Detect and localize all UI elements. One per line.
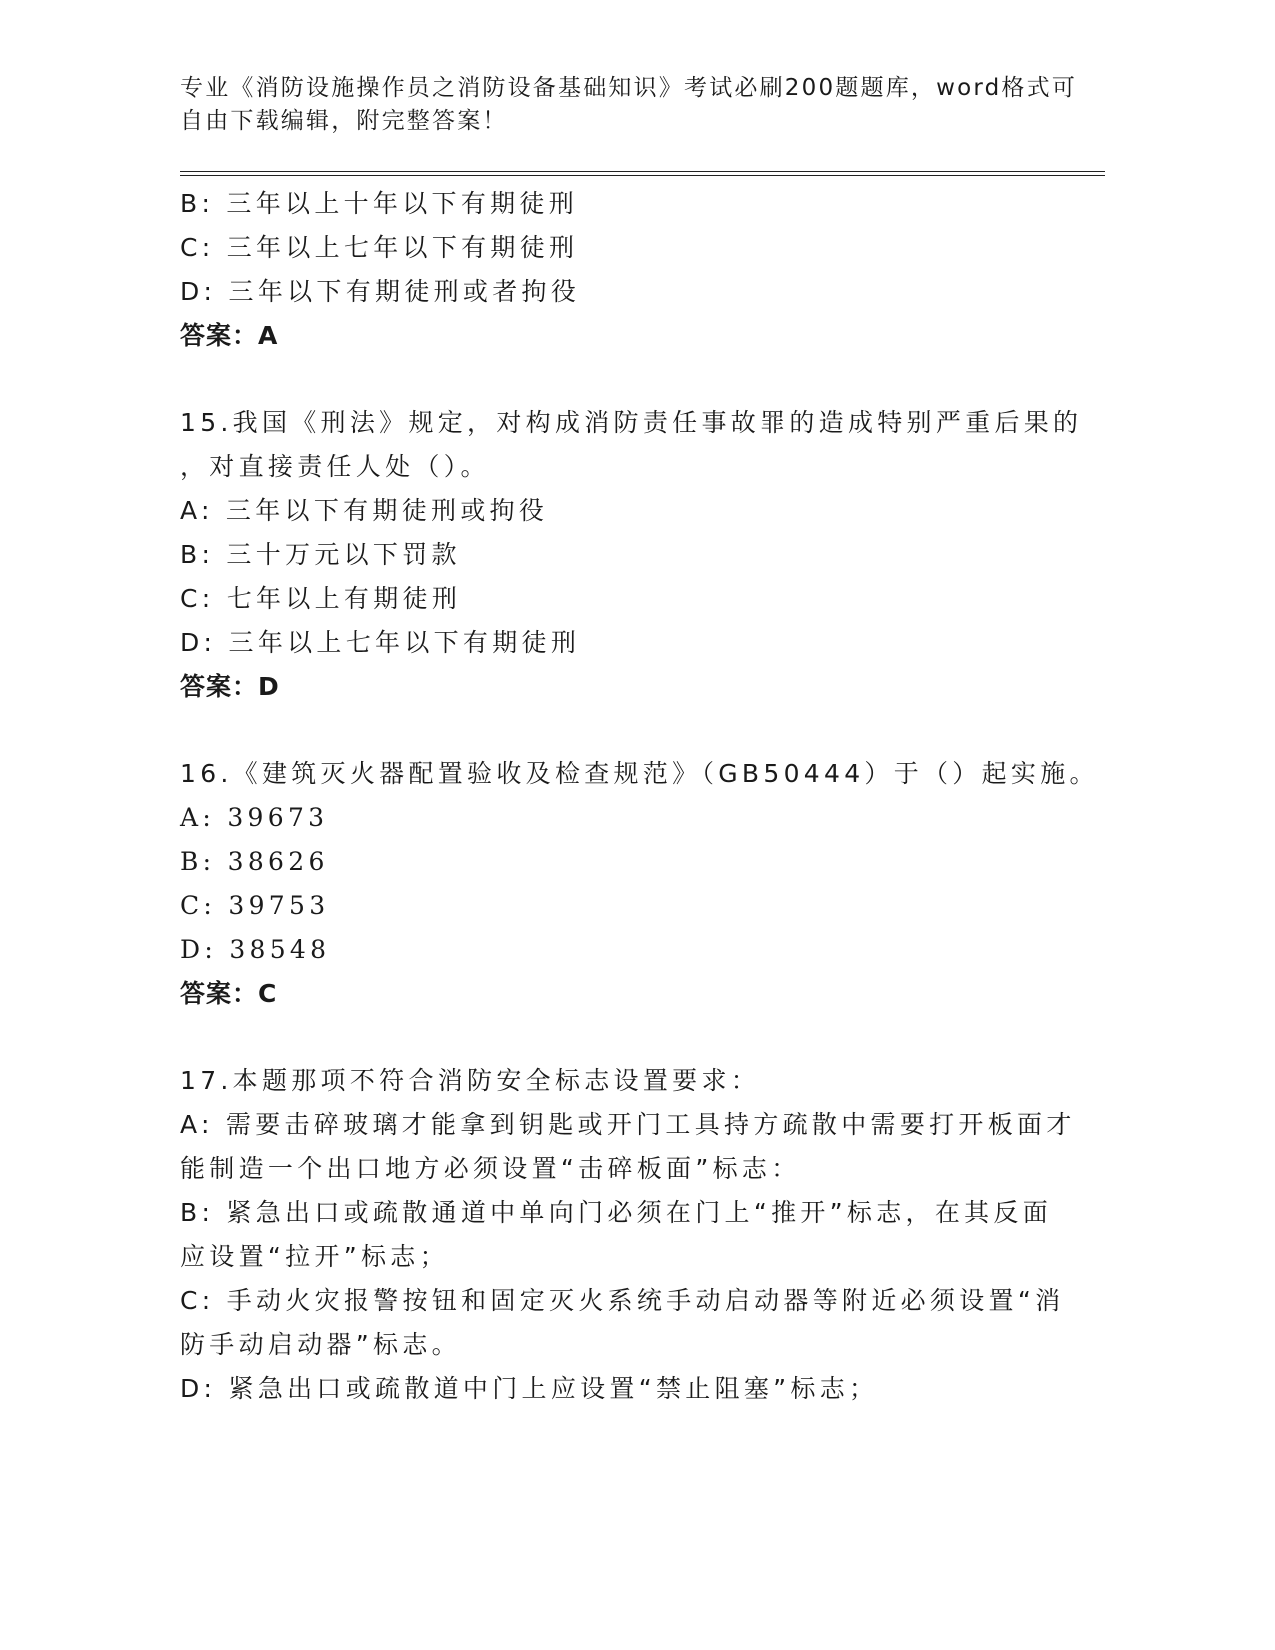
option-a: A: 需要击碎玻璃才能拿到钥匙或开门工具持方疏散中需要打开板面才 xyxy=(180,1110,1076,1139)
option-c: C: 39753 xyxy=(180,891,330,920)
spacer xyxy=(180,358,1080,401)
question-15 xyxy=(180,401,1083,709)
header-divider-top xyxy=(180,171,1105,172)
option-a: A: 三年以下有期徒刑或拘役 xyxy=(180,496,549,525)
spacer xyxy=(180,709,1080,752)
question-stem-continued: ，对直接责任人处（）。 xyxy=(180,452,490,481)
option-b: B: 三年以上十年以下有期徒刑 xyxy=(180,189,579,218)
answer: 答案：A xyxy=(180,321,279,350)
option-b-continued: 应设置“拉开”标志； xyxy=(180,1242,449,1271)
header-title-line1: 专业《消防设施操作员之消防设备基础知识》考试必刷200题题库，word格式可 xyxy=(180,75,1078,101)
option-c-continued: 防手动启动器”标志。 xyxy=(180,1330,461,1359)
option-a-continued: 能制造一个出口地方必须设置“击碎板面”标志： xyxy=(180,1154,801,1183)
option-c: C: 七年以上有期徒刑 xyxy=(180,584,462,613)
question-14-tail xyxy=(180,182,1080,358)
option-a: A: 39673 xyxy=(180,803,329,832)
option-b: B: 紧急出口或疏散通道中单向门必须在门上“推开”标志，在其反面 xyxy=(180,1198,1053,1227)
question-stem: 17.本题那项不符合消防安全标志设置要求： xyxy=(180,1066,761,1095)
spacer xyxy=(180,1016,1080,1059)
header-title-line2: 自由下载编辑，附完整答案！ xyxy=(180,108,508,134)
question-stem: 15.我国《刑法》规定，对构成消防责任事故罪的造成特别严重后果的 xyxy=(180,408,1083,437)
question-16 xyxy=(180,752,1099,1016)
header-divider-bottom xyxy=(180,175,1105,176)
option-d: D: 38548 xyxy=(180,935,331,964)
option-d: D: 紧急出口或疏散道中门上应设置“禁止阻塞”标志； xyxy=(180,1374,879,1403)
answer: 答案：D xyxy=(180,672,280,701)
question-17 xyxy=(180,1059,1080,1411)
question-list xyxy=(180,182,1099,1411)
option-d: D: 三年以上七年以下有期徒刑 xyxy=(180,628,581,657)
document-header xyxy=(180,72,1078,138)
question-stem: 16.《建筑灭火器配置验收及检查规范》（GB50444）于（）起实施。 xyxy=(180,759,1099,788)
option-b: B: 38626 xyxy=(180,847,329,876)
option-d: D: 三年以下有期徒刑或者拘役 xyxy=(180,277,581,306)
option-c: C: 三年以上七年以下有期徒刑 xyxy=(180,233,579,262)
answer: 答案：C xyxy=(180,979,278,1008)
option-c: C: 手动火灾报警按钮和固定灭火系统手动启动器等附近必须设置“消 xyxy=(180,1286,1065,1315)
option-b: B: 三十万元以下罚款 xyxy=(180,540,461,569)
